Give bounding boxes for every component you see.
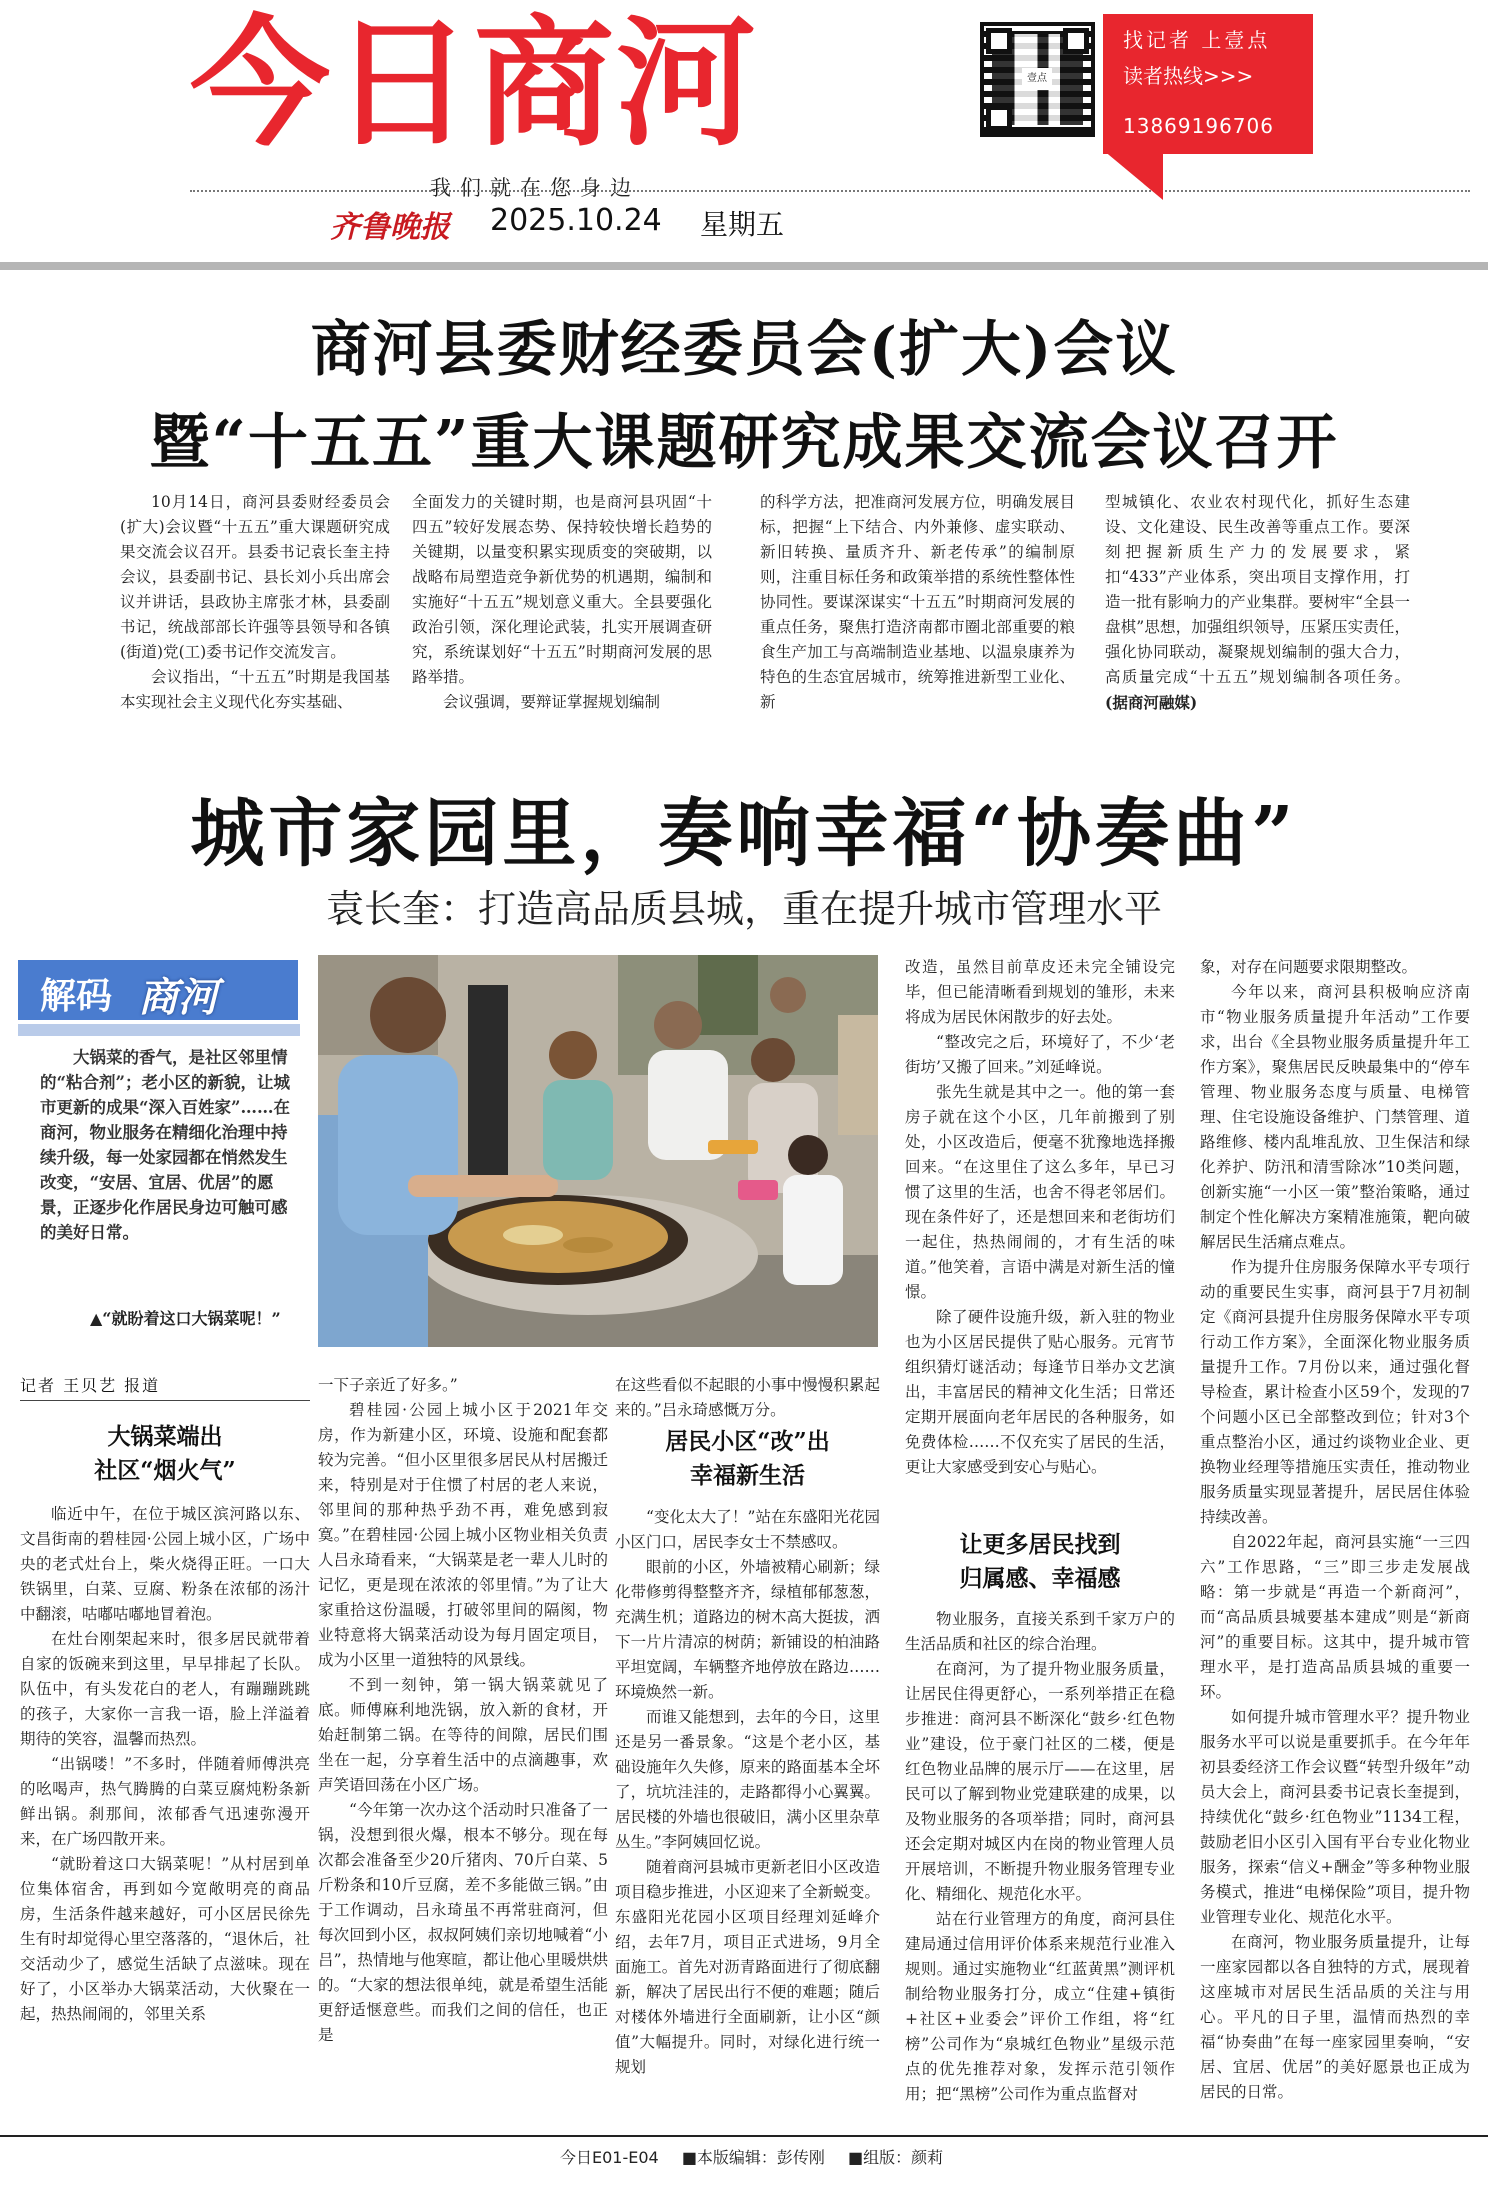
article1-title-line1: 商河县委财经委员会(扩大)会议 <box>310 315 1178 385</box>
paragraph: 在灶台刚架起来时，很多居民就带着自家的饭碗来到这里，早早排起了长队。队伍中，有头发花白的老人，有蹦蹦跳跳的孩子，大家你一言我一语，脸上洋溢着期待的笑容，温馨而热烈。 <box>20 1630 310 1748</box>
article2-intro <box>40 1045 300 1245</box>
layout-credit: ■组版：颜莉 <box>848 2148 944 2167</box>
paragraph: 全面发力的关键时期，也是商河县巩固“十四五”较好发展态势、保持较快增长趋势的关键期，以量变积累实现质变的突破期，以战略布局塑造竞争新优势的机遇期，编制和实施好“十五五”规划意义重大。全县要强化政治引领，深化理论武装，扎实开展调查研究，系统谋划好“十五五”时期商河发展的思路举措。 <box>412 493 712 686</box>
paragraph: 如何提升城市管理水平？提升物业服务水平可以说是重要抓手。在今年年初县委经济工作会议暨“转型升级年”动员大会上，商河县委书记袁长奎提到，持续优化“鼓乡·红色物业”1134工程，鼓励老旧小区引入国有平台专业化物业服务，探索“信义+酬金”等多种物业服务模式，推进“电梯保险”项目，提升物业管理专业化、规范化水平。 <box>1200 1708 1470 1926</box>
photo-caption: ▲“就盼着这口大锅菜呢！” <box>90 1309 281 1328</box>
column-tag <box>18 960 298 1020</box>
masthead-slogan: 我们就在您身边 <box>430 176 640 200</box>
article2-title: 城市家园里，奏响幸福“协奏曲” <box>190 791 1298 877</box>
paragraph: 一下子亲近了好多。” <box>318 1376 458 1394</box>
hotline-number[interactable]: 13869196706 <box>1123 114 1274 138</box>
speech-bubble-tail <box>1103 150 1163 200</box>
paragraph: 象，对存在问题要求限期整改。 <box>1200 958 1418 976</box>
qr-code-icon[interactable] <box>980 22 1095 137</box>
paragraph: 除了硬件设施升级，新入驻的物业也为小区居民提供了贴心服务。元宵节组织猜灯谜活动；每逢节日举办文艺演出，丰富居民的精神文化生活；日常还定期开展面向老年居民的各种服务，如免费体检……不仅充实了居民的生活，更让大家感受到安心与贴心。 <box>905 1308 1175 1476</box>
masthead-logo: 今日商河 <box>190 3 759 166</box>
article1-column-4 <box>1105 490 1410 716</box>
paragraph: 物业服务，直接关系到千家万户的生活品质和社区的综合治理。 <box>905 1610 1175 1653</box>
paragraph: “今年第一次办这个活动时只准备了一锅，没想到很火爆，根本不够分。现在每次都会准备至少20斤猪肉、70斤白菜、5斤粉条和10斤豆腐，差不多能做三锅。”由于工作调动，吕永琦虽不再常驻商河，但每次回到小区，叔叔阿姨们亲切地喊着“小吕”，热情地与他寒暄，都让他心里暖烘烘的。“大家的想法很单纯，就是希望生活能更舒适惬意些。而我们之间的信任，也正是 <box>318 1801 608 2044</box>
qr-badge: 壹点 <box>1022 68 1052 90</box>
reader-hotline-box <box>1103 14 1313 154</box>
article1-column-2 <box>412 490 712 715</box>
masthead-dotted-rule <box>190 190 1470 196</box>
qr-finder-pattern <box>986 28 1012 54</box>
article2-column-5 <box>1200 955 1470 2105</box>
paper-name-logo: 齐鲁晚报 <box>330 210 450 245</box>
paragraph: 在商河，为了提升物业服务质量，让居民住得更舒心，一系列举措正在稳步推进：商河县不断深化“鼓乡·红色物业”建设，位于豪门社区的二楼，便是红色物业品牌的展示厅——在这里，居民可以了解到物业党建联建的成果，以及物业服务的各项举措；同时，商河县还会定期对城区内在岗的物业管理人员开展培训，不断提升物业服务管理专业化、精细化、规范化水平。 <box>905 1660 1175 1903</box>
issue-weekday: 星期五 <box>700 208 785 241</box>
header-rule <box>0 262 1488 270</box>
article2-column-3-top <box>615 1373 880 1423</box>
paragraph: 而谁又能想到，去年的今日，这里还是另一番景象。“这是个老小区，基础设施年久失修，原来的路面基本全坏了，坑坑洼洼的，走路都得小心翼翼。居民楼的外墙也很破旧，满小区里杂草丛生。”李阿姨回忆说。 <box>615 1708 880 1851</box>
paragraph: 在商河，物业服务质量提升，让每一座家园都以各自独特的方式，展现着这座城市对居民生活品质的关注与用心。平凡的日子里，温情而热烈的幸福“协奏曲”在每一座家园里奏响，“安居、宜居、优居”的美好愿景也正成为居民的日常。 <box>1200 1933 1470 2101</box>
community-cooking-photo <box>318 955 878 1347</box>
article2-column-3 <box>615 1505 880 2080</box>
article1-column-1 <box>120 490 390 715</box>
paragraph: 的科学方法，把准商河发展方位，明确发展目标，把握“上下结合、内外兼修、虚实联动、新旧转换、量质齐升、新老传承”的编制原则，注重目标任务和政策举措的系统性整体性协同性。要谋深谋实“十五五”时期商河发展的重点任务，聚焦打造济南都市圈北部重要的粮食生产加工与高端制造业基地、以温泉康养为特色的生态宜居城市，统筹推进新型工业化、新 <box>760 493 1075 711</box>
find-reporter-text: 找记者 上壹点 <box>1123 28 1271 52</box>
qr-finder-pattern <box>986 105 1012 131</box>
issue-date: 2025.10.24 <box>490 203 662 238</box>
paragraph: 今年以来，商河县积极响应济南市“物业服务质量提升年活动”工作要求，出台《全县物业服务质量提升年工作方案》，聚焦居民反映最集中的“停车管理、物业服务态度与质量、电梯管理、住宅设施设备维护、门禁管理、道路维修、楼内乱堆乱放、卫生保洁和绿化养护、防汛和清雪除冰”10类问题，创新实施“一小区一策”整治策略，通过制定个性化解决方案精准施策，靶向破解居民生活痛点难点。 <box>1200 983 1470 1251</box>
section-title: 大锅菜端出 社区“烟火气” <box>94 1423 236 1484</box>
paragraph: 站在行业管理方的角度，商河县住建局通过信用评价体系来规范行业准入规则。通过实施物业“红蓝黄黑”测评机制给物业服务打分，成立“住建+镇街+社区+业委会”评价工作组，将“红榜”公司作为“泉城红色物业”星级示范点的优先推荐对象，发挥示范引领作用；把“黑榜”公司作为重点监督对 <box>905 1910 1175 2103</box>
paragraph: 作为提升住房服务保障水平专项行动的重要民生实事，商河县于7月初制定《商河县提升住房服务保障水平专项行动工作方案》，全面深化物业服务质量提升工作。7月份以来，通过强化督导检查，累计检查小区59个，发现的7个问题小区已全部整改到位；针对3个重点整治小区，通过约谈物业企业、更换物业经理等措施压实责任，推动物业服务质量实现显著提升，居民居住体验持续改善。 <box>1200 1258 1470 1526</box>
paragraph: 自2022年起，商河县实施“一三四六”工作思路，“三”即三步走发展战略：第一步就是“再造一个新商河”，而“高品质县城要基本建成”则是“新商河”的重要目标。这其中，提升城市管理水平，是打造高品质县城的重要一环。 <box>1200 1533 1470 1701</box>
section-title: 让更多居民找到 归属感、幸福感 <box>959 1531 1121 1592</box>
column-tag-text: 商河 <box>138 975 218 1021</box>
paragraph <box>1105 490 1410 716</box>
paragraph: 不到一刻钟，第一锅大锅菜就见了底。师傅麻利地洗锅，放入新的食材，开始赶制第二锅。在等待的间隙，居民们围坐在一起，分享着生活中的点滴趣事，欢声笑语回荡在小区广场。 <box>318 1676 608 1794</box>
paragraph: 碧桂园·公园上城小区于2021年交房，作为新建小区，环境、设施和配套都较为完善。“但小区里很多居民从村居搬迁来，特别是对于住惯了村居的老人来说，邻里间的那种热乎劲不再，难免感到寂寞。”在碧桂园·公园上城小区物业相关负责人吕永琦看来，“大锅菜是老一辈人儿时的记忆，更是现在浓浓的邻里情。”为了让大家重拾这份温暖，打破邻里间的隔阂，物业特意将大锅菜活动设为每月固定项目，成为小区里一道独特的风景线。 <box>318 1401 608 1669</box>
article2-column-4-top <box>905 955 1175 1480</box>
article1-title-line2: 暨“十五五”重大课题研究成果交流会议召开 <box>149 408 1339 478</box>
page-range: 今日E01-E04 <box>560 2148 659 2167</box>
article1-column-3 <box>760 490 1075 715</box>
paragraph: “就盼着这口大锅菜呢！”从村居到单位集体宿舍，再到如今宽敞明亮的商品房，生活条件越来越好，可小区居民徐先生有时却觉得心里空落落的，“退休后，社交活动少了，感觉生活缺了点滋味。现在好了，小区举办大锅菜活动，大伙聚在一起，热热闹闹的，邻里关系 <box>20 1855 310 2023</box>
article1-source: (据商河融媒) <box>1105 693 1198 712</box>
qr-finder-pattern <box>1063 28 1089 54</box>
paragraph: 张先生就是其中之一。他的第一套房子就在这个小区，几年前搬到了别处，小区改造后，便毫不犹豫地选择搬回来。“在这里住了这么多年，早已习惯了这里的生活，也舍不得老邻居们。现在条件好了，还是想回来和老街坊们一起住，热热闹闹的，才有生活的味道。”他笑着，言语中满是对新生活的憧憬。 <box>905 1083 1175 1301</box>
article2-column-2 <box>318 1373 608 2048</box>
column-tag-text: 解码 <box>40 976 113 1017</box>
article2-column-1 <box>20 1502 310 2027</box>
hotline-label: 读者热线>>> <box>1123 64 1254 88</box>
paragraph-text: 型城镇化、农业农村现代化，抓好生态建设、文化建设、民生改善等重点工作。要深刻把握新质生产力的发展要求，紧扣“433”产业体系，突出项目支撑作用，打造一批有影响力的产业集群。要树牢“全县一盘棋”思想，加强组织领导，压紧压实责任，强化协同联动，凝聚规划编制的强大合力，高质量完成“十五五”规划编制各项任务。 <box>1105 493 1410 686</box>
paragraph: 眼前的小区，外墙被精心刷新；绿化带修剪得整整齐齐，绿植郁郁葱葱，充满生机；道路边的树木高大挺拔，洒下一片片清凉的树荫；新铺设的柏油路平坦宽阔，车辆整齐地停放在路边……环境焕然一新。 <box>615 1558 880 1701</box>
paragraph: “出锅喽！”不多时，伴随着师傅洪亮的吆喝声，热气腾腾的白菜豆腐炖粉条新鲜出锅。刹那间，浓郁香气迅速弥漫开来，在广场四散开来。 <box>20 1755 310 1848</box>
intro-text: 大锅菜的香气，是社区邻里情的“粘合剂”；老小区的新貌，让城市更新的成果“深入百姓家”……在商河，物业服务在精细化治理中持续升级，每一处家园都在悄然发生改变，“安居、宜居、优居”的愿景，正逐步化作居民身边可触可感的美好日常。 <box>40 1048 290 1242</box>
article2-subtitle: 袁长奎：打造高品质县城，重在提升城市管理水平 <box>325 887 1162 931</box>
paragraph: 随着商河县城市更新老旧小区改造项目稳步推进，小区迎来了全新蜕变。东盛阳光花园小区项目经理刘延峰介绍，去年7月，项目正式进场，9月全面施工。首先对沥青路面进行了彻底翻新，解决了居民出行不便的难题；随后对楼体外墙进行全面刷新，让小区“颜值”大幅提升。同时，对绿化进行统一规划 <box>615 1858 880 2076</box>
footer-rule <box>0 2135 1488 2137</box>
paragraph: 改造，虽然目前草皮还未完全铺设完毕，但已能清晰看到规划的雏形，未来将成为居民休闲散步的好去处。 <box>905 958 1175 1026</box>
article2-column-4 <box>905 1607 1175 2107</box>
paragraph: 会议强调，要辩证掌握规划编制 <box>443 693 661 711</box>
byline: 记者 王贝艺 报道 <box>20 1373 310 1401</box>
paragraph: 会议指出，“十五五”时期是我国基本实现社会主义现代化夯实基础、 <box>120 668 390 711</box>
section-title: 居民小区“改”出 幸福新生活 <box>665 1428 830 1489</box>
column-tag-bar <box>18 1024 300 1036</box>
editor-credit: ■本版编辑：彭传刚 <box>681 2148 825 2167</box>
photo-illustration <box>318 955 878 1347</box>
paragraph: “变化太大了！”站在东盛阳光花园小区门口，居民李女士不禁感叹。 <box>615 1508 880 1551</box>
page-footer <box>560 2145 961 2168</box>
paragraph: 在这些看似不起眼的小事中慢慢积累起来的。”吕永琦感慨万分。 <box>615 1376 880 1419</box>
paragraph: “整改完之后，环境好了，不少‘老街坊’又搬了回来。”刘延峰说。 <box>905 1033 1175 1076</box>
paragraph: 10月14日，商河县委财经委员会(扩大)会议暨“十五五”重大课题研究成果交流会议召开。县委书记袁长奎主持会议，县委副书记、县长刘小兵出席会议并讲话，县政协主席张才林，县委副书记，统战部部长许强等县领导和各镇(街道)党(工)委书记作交流发言。 <box>120 493 390 661</box>
paragraph: 临近中午，在位于城区滨河路以东、文昌街南的碧桂园·公园上城小区，广场中央的老式灶台上，柴火烧得正旺。一口大铁锅里，白菜、豆腐、粉条在浓郁的汤汁中翻滚，咕嘟咕嘟地冒着泡。 <box>20 1505 310 1623</box>
